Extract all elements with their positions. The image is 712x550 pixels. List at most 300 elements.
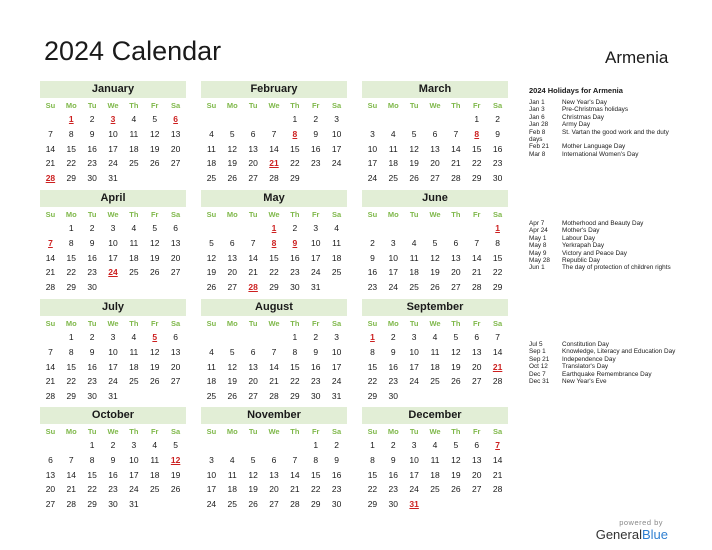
day-cell[interactable]: 4 — [432, 440, 438, 450]
day-cell[interactable]: 8 — [68, 128, 74, 139]
day-cell[interactable]: 25 — [388, 173, 399, 184]
day-cell[interactable]: 31 — [108, 391, 118, 402]
day-cell[interactable]: 7 — [453, 128, 459, 139]
day-cell[interactable]: 29 — [87, 499, 97, 510]
day-cell[interactable]: 29 — [310, 499, 321, 510]
day-cell[interactable]: 5 — [209, 237, 214, 248]
day-cell[interactable]: 22 — [492, 267, 503, 278]
day-cell[interactable]: 6 — [250, 128, 256, 139]
day-cell[interactable]: 27 — [471, 484, 482, 495]
day-cell[interactable]: 22 — [66, 376, 77, 387]
day-cell[interactable]: 14 — [471, 252, 482, 263]
day-cell[interactable]: 23 — [310, 158, 321, 169]
day-cell[interactable]: 11 — [430, 346, 440, 357]
day-cell[interactable]: 19 — [206, 267, 217, 278]
day-cell[interactable]: 20 — [45, 484, 56, 495]
day-cell[interactable]: 15 — [66, 361, 77, 372]
day-cell[interactable]: 30 — [388, 391, 399, 402]
day-cell[interactable]: 10 — [108, 128, 118, 139]
day-cell[interactable]: 7 — [68, 454, 74, 465]
day-cell[interactable]: 29 — [492, 282, 503, 293]
day-cell[interactable]: 26 — [170, 484, 181, 495]
holiday-day-cell[interactable]: 9 — [292, 237, 298, 248]
day-cell[interactable]: 2 — [110, 440, 116, 450]
day-cell[interactable]: 13 — [170, 237, 181, 248]
day-cell[interactable]: 6 — [453, 237, 459, 248]
day-cell[interactable]: 6 — [474, 332, 480, 342]
day-cell[interactable]: 10 — [409, 454, 419, 465]
day-cell[interactable]: 1 — [292, 332, 298, 342]
day-cell[interactable]: 25 — [206, 173, 217, 184]
day-cell[interactable]: 9 — [110, 454, 116, 465]
day-cell[interactable]: 9 — [334, 454, 339, 465]
day-cell[interactable]: 31 — [310, 282, 321, 293]
day-cell[interactable]: 10 — [367, 143, 378, 154]
day-cell[interactable]: 5 — [432, 237, 438, 248]
day-cell[interactable]: 10 — [108, 346, 118, 357]
day-cell[interactable]: 15 — [269, 252, 279, 263]
day-cell[interactable]: 20 — [170, 143, 181, 154]
day-cell[interactable]: 23 — [108, 484, 118, 495]
day-cell[interactable]: 9 — [89, 346, 95, 357]
day-cell[interactable]: 4 — [390, 128, 396, 139]
day-cell[interactable]: 11 — [150, 454, 160, 465]
day-cell[interactable]: 9 — [390, 346, 396, 357]
day-cell[interactable]: 27 — [269, 499, 279, 510]
holiday-day-cell[interactable]: 5 — [152, 332, 158, 342]
day-cell[interactable]: 17 — [108, 361, 118, 372]
day-cell[interactable]: 16 — [367, 267, 378, 278]
day-cell[interactable]: 19 — [409, 158, 419, 169]
holiday-day-cell[interactable]: 1 — [495, 223, 500, 233]
day-cell[interactable]: 12 — [430, 252, 440, 263]
day-cell[interactable]: 10 — [409, 346, 419, 357]
day-cell[interactable]: 3 — [334, 114, 339, 124]
day-cell[interactable]: 21 — [471, 267, 482, 278]
day-cell[interactable]: 22 — [269, 267, 279, 278]
day-cell[interactable]: 16 — [87, 252, 97, 263]
day-cell[interactable]: 20 — [471, 361, 482, 372]
day-cell[interactable]: 17 — [388, 267, 399, 278]
day-cell[interactable]: 15 — [367, 469, 378, 480]
day-cell[interactable]: 26 — [430, 282, 440, 293]
day-cell[interactable]: 11 — [227, 469, 237, 480]
day-cell[interactable]: 27 — [430, 173, 440, 184]
day-cell[interactable]: 1 — [370, 440, 375, 450]
day-cell[interactable]: 14 — [248, 252, 258, 263]
day-cell[interactable]: 3 — [209, 454, 214, 465]
day-cell[interactable]: 16 — [290, 252, 300, 263]
day-cell[interactable]: 22 — [290, 376, 300, 387]
day-cell[interactable]: 16 — [87, 361, 97, 372]
holiday-day-cell[interactable]: 31 — [409, 499, 419, 510]
day-cell[interactable]: 8 — [370, 454, 375, 465]
day-cell[interactable]: 9 — [313, 346, 319, 357]
day-cell[interactable]: 27 — [471, 376, 482, 387]
day-cell[interactable]: 4 — [152, 440, 158, 450]
day-cell[interactable]: 24 — [367, 173, 378, 184]
day-cell[interactable]: 20 — [170, 252, 181, 263]
day-cell[interactable]: 3 — [313, 223, 319, 233]
day-cell[interactable]: 22 — [66, 267, 77, 278]
day-cell[interactable]: 28 — [66, 499, 77, 510]
day-cell[interactable]: 26 — [227, 173, 238, 184]
day-cell[interactable]: 17 — [310, 252, 321, 263]
day-cell[interactable]: 26 — [206, 282, 217, 293]
day-cell[interactable]: 10 — [388, 252, 399, 263]
day-cell[interactable]: 20 — [269, 484, 279, 495]
day-cell[interactable]: 10 — [108, 237, 118, 248]
day-cell[interactable]: 18 — [409, 267, 419, 278]
day-cell[interactable]: 16 — [87, 143, 97, 154]
day-cell[interactable]: 20 — [170, 361, 181, 372]
day-cell[interactable]: 27 — [227, 282, 238, 293]
day-cell[interactable]: 23 — [492, 158, 503, 169]
day-cell[interactable]: 21 — [45, 267, 56, 278]
day-cell[interactable]: 5 — [453, 440, 459, 450]
day-cell[interactable]: 27 — [170, 376, 181, 387]
day-cell[interactable]: 29 — [66, 282, 77, 293]
day-cell[interactable]: 7 — [474, 237, 480, 248]
day-cell[interactable]: 16 — [331, 469, 342, 480]
day-cell[interactable]: 13 — [471, 346, 482, 357]
day-cell[interactable]: 17 — [206, 484, 217, 495]
day-cell[interactable]: 16 — [310, 143, 321, 154]
day-cell[interactable]: 16 — [388, 469, 399, 480]
day-cell[interactable]: 16 — [310, 361, 321, 372]
day-cell[interactable]: 9 — [89, 237, 95, 248]
day-cell[interactable]: 30 — [331, 499, 342, 510]
day-cell[interactable]: 24 — [409, 484, 419, 495]
day-cell[interactable]: 26 — [451, 484, 461, 495]
day-cell[interactable]: 29 — [367, 499, 378, 510]
day-cell[interactable]: 12 — [451, 346, 461, 357]
day-cell[interactable]: 11 — [430, 454, 440, 465]
holiday-day-cell[interactable]: 24 — [108, 267, 118, 278]
day-cell[interactable]: 3 — [334, 332, 339, 342]
day-cell[interactable]: 20 — [430, 158, 440, 169]
day-cell[interactable]: 12 — [409, 143, 419, 154]
day-cell[interactable]: 25 — [409, 282, 419, 293]
holiday-day-cell[interactable]: 6 — [173, 114, 178, 124]
day-cell[interactable]: 28 — [45, 282, 56, 293]
day-cell[interactable]: 7 — [271, 128, 277, 139]
day-cell[interactable]: 7 — [271, 346, 277, 357]
day-cell[interactable]: 18 — [206, 158, 217, 169]
day-cell[interactable]: 7 — [48, 128, 53, 139]
day-cell[interactable]: 4 — [131, 223, 137, 233]
day-cell[interactable]: 3 — [411, 332, 417, 342]
day-cell[interactable]: 25 — [227, 499, 238, 510]
day-cell[interactable]: 14 — [451, 143, 461, 154]
day-cell[interactable]: 13 — [170, 346, 181, 357]
day-cell[interactable]: 19 — [430, 267, 440, 278]
day-cell[interactable]: 31 — [331, 391, 342, 402]
day-cell[interactable]: 17 — [331, 143, 342, 154]
day-cell[interactable]: 4 — [229, 454, 235, 465]
day-cell[interactable]: 13 — [45, 469, 56, 480]
day-cell[interactable]: 24 — [108, 158, 118, 169]
day-cell[interactable]: 5 — [229, 128, 235, 139]
day-cell[interactable]: 9 — [495, 128, 500, 139]
day-cell[interactable]: 15 — [66, 143, 77, 154]
day-cell[interactable]: 30 — [108, 499, 118, 510]
day-cell[interactable]: 22 — [471, 158, 482, 169]
day-cell[interactable]: 6 — [173, 223, 178, 233]
day-cell[interactable]: 15 — [471, 143, 482, 154]
day-cell[interactable]: 30 — [87, 391, 97, 402]
day-cell[interactable]: 5 — [250, 454, 256, 465]
day-cell[interactable]: 20 — [451, 267, 461, 278]
day-cell[interactable]: 7 — [250, 237, 256, 248]
day-cell[interactable]: 4 — [131, 114, 137, 124]
day-cell[interactable]: 17 — [108, 143, 118, 154]
day-cell[interactable]: 15 — [290, 143, 300, 154]
day-cell[interactable]: 19 — [227, 376, 238, 387]
day-cell[interactable]: 30 — [87, 173, 97, 184]
day-cell[interactable]: 2 — [390, 440, 396, 450]
day-cell[interactable]: 11 — [207, 143, 216, 154]
day-cell[interactable]: 24 — [310, 267, 321, 278]
day-cell[interactable]: 19 — [227, 158, 238, 169]
day-cell[interactable]: 18 — [206, 376, 217, 387]
day-cell[interactable]: 18 — [227, 484, 238, 495]
day-cell[interactable]: 14 — [66, 469, 77, 480]
day-cell[interactable]: 20 — [248, 158, 258, 169]
day-cell[interactable]: 12 — [149, 237, 160, 248]
day-cell[interactable]: 23 — [367, 282, 378, 293]
day-cell[interactable]: 14 — [45, 361, 56, 372]
day-cell[interactable]: 23 — [87, 267, 97, 278]
day-cell[interactable]: 7 — [495, 332, 500, 342]
day-cell[interactable]: 2 — [313, 114, 319, 124]
day-cell[interactable]: 25 — [430, 484, 440, 495]
day-cell[interactable]: 18 — [430, 361, 440, 372]
day-cell[interactable]: 28 — [290, 499, 300, 510]
day-cell[interactable]: 1 — [474, 114, 480, 124]
day-cell[interactable]: 19 — [170, 469, 181, 480]
day-cell[interactable]: 4 — [131, 332, 137, 342]
day-cell[interactable]: 18 — [149, 469, 160, 480]
holiday-day-cell[interactable]: 1 — [370, 332, 375, 342]
day-cell[interactable]: 15 — [310, 469, 321, 480]
day-cell[interactable]: 16 — [388, 361, 399, 372]
day-cell[interactable]: 2 — [334, 440, 339, 450]
day-cell[interactable]: 26 — [149, 376, 160, 387]
day-cell[interactable]: 20 — [248, 376, 258, 387]
day-cell[interactable]: 2 — [390, 332, 396, 342]
day-cell[interactable]: 7 — [292, 454, 298, 465]
day-cell[interactable]: 13 — [248, 361, 258, 372]
day-cell[interactable]: 26 — [227, 391, 238, 402]
day-cell[interactable]: 15 — [87, 469, 97, 480]
day-cell[interactable]: 14 — [45, 143, 56, 154]
day-cell[interactable]: 27 — [248, 173, 258, 184]
day-cell[interactable]: 14 — [290, 469, 300, 480]
day-cell[interactable]: 30 — [388, 499, 399, 510]
day-cell[interactable]: 25 — [430, 376, 440, 387]
day-cell[interactable]: 10 — [331, 128, 342, 139]
day-cell[interactable]: 28 — [269, 391, 279, 402]
day-cell[interactable]: 1 — [68, 332, 74, 342]
day-cell[interactable]: 28 — [492, 484, 503, 495]
day-cell[interactable]: 12 — [149, 346, 160, 357]
day-cell[interactable]: 6 — [250, 346, 256, 357]
day-cell[interactable]: 11 — [409, 252, 419, 263]
day-cell[interactable]: 16 — [492, 143, 503, 154]
day-cell[interactable]: 2 — [89, 114, 95, 124]
day-cell[interactable]: 12 — [451, 454, 461, 465]
day-cell[interactable]: 22 — [310, 484, 321, 495]
day-cell[interactable]: 29 — [290, 173, 300, 184]
day-cell[interactable]: 24 — [331, 158, 342, 169]
day-cell[interactable]: 27 — [170, 158, 181, 169]
day-cell[interactable]: 5 — [453, 332, 459, 342]
day-cell[interactable]: 25 — [129, 267, 139, 278]
day-cell[interactable]: 2 — [292, 223, 298, 233]
day-cell[interactable]: 5 — [173, 440, 178, 450]
day-cell[interactable]: 15 — [66, 252, 77, 263]
day-cell[interactable]: 19 — [149, 143, 160, 154]
day-cell[interactable]: 8 — [313, 454, 319, 465]
day-cell[interactable]: 3 — [411, 440, 417, 450]
day-cell[interactable]: 23 — [87, 376, 97, 387]
day-cell[interactable]: 23 — [331, 484, 342, 495]
day-cell[interactable]: 15 — [492, 252, 503, 263]
day-cell[interactable]: 18 — [129, 252, 139, 263]
day-cell[interactable]: 8 — [68, 237, 74, 248]
day-cell[interactable]: 28 — [492, 376, 503, 387]
day-cell[interactable]: 28 — [45, 391, 56, 402]
day-cell[interactable]: 18 — [129, 143, 139, 154]
day-cell[interactable]: 27 — [170, 267, 181, 278]
holiday-day-cell[interactable]: 1 — [271, 223, 277, 233]
day-cell[interactable]: 26 — [409, 173, 419, 184]
day-cell[interactable]: 19 — [149, 252, 160, 263]
day-cell[interactable]: 29 — [269, 282, 279, 293]
day-cell[interactable]: 21 — [269, 376, 279, 387]
day-cell[interactable]: 12 — [149, 128, 160, 139]
day-cell[interactable]: 13 — [248, 143, 258, 154]
day-cell[interactable]: 10 — [310, 237, 321, 248]
day-cell[interactable]: 26 — [149, 158, 160, 169]
day-cell[interactable]: 28 — [269, 173, 279, 184]
day-cell[interactable]: 18 — [388, 158, 399, 169]
day-cell[interactable]: 23 — [388, 376, 399, 387]
day-cell[interactable]: 2 — [370, 237, 375, 248]
day-cell[interactable]: 3 — [110, 332, 116, 342]
day-cell[interactable]: 7 — [48, 346, 53, 357]
day-cell[interactable]: 21 — [451, 158, 461, 169]
day-cell[interactable]: 18 — [331, 252, 342, 263]
day-cell[interactable]: 23 — [310, 376, 321, 387]
day-cell[interactable]: 22 — [367, 376, 378, 387]
day-cell[interactable]: 6 — [271, 454, 277, 465]
holiday-day-cell[interactable]: 28 — [45, 173, 56, 184]
day-cell[interactable]: 20 — [471, 469, 482, 480]
day-cell[interactable]: 6 — [432, 128, 438, 139]
day-cell[interactable]: 17 — [409, 361, 419, 372]
day-cell[interactable]: 29 — [66, 391, 77, 402]
day-cell[interactable]: 10 — [129, 454, 139, 465]
day-cell[interactable]: 8 — [495, 237, 500, 248]
day-cell[interactable]: 5 — [152, 114, 158, 124]
day-cell[interactable]: 10 — [331, 346, 342, 357]
day-cell[interactable]: 9 — [370, 252, 375, 263]
day-cell[interactable]: 14 — [269, 143, 279, 154]
day-cell[interactable]: 19 — [149, 361, 160, 372]
day-cell[interactable]: 14 — [492, 346, 503, 357]
day-cell[interactable]: 3 — [390, 237, 396, 248]
day-cell[interactable]: 14 — [45, 252, 56, 263]
day-cell[interactable]: 22 — [66, 158, 77, 169]
day-cell[interactable]: 26 — [248, 499, 258, 510]
brand-logo[interactable] — [596, 527, 668, 542]
day-cell[interactable]: 11 — [129, 346, 139, 357]
day-cell[interactable]: 29 — [290, 391, 300, 402]
day-cell[interactable]: 8 — [370, 346, 375, 357]
day-cell[interactable]: 21 — [66, 484, 77, 495]
day-cell[interactable]: 5 — [152, 223, 158, 233]
holiday-day-cell[interactable]: 7 — [48, 237, 53, 248]
day-cell[interactable]: 23 — [87, 158, 97, 169]
day-cell[interactable]: 10 — [206, 469, 217, 480]
day-cell[interactable]: 17 — [409, 469, 419, 480]
holiday-day-cell[interactable]: 8 — [271, 237, 277, 248]
day-cell[interactable]: 18 — [430, 469, 440, 480]
day-cell[interactable]: 21 — [45, 158, 56, 169]
day-cell[interactable]: 25 — [129, 376, 139, 387]
day-cell[interactable]: 27 — [45, 499, 56, 510]
day-cell[interactable]: 4 — [334, 223, 339, 233]
day-cell[interactable]: 29 — [66, 173, 77, 184]
day-cell[interactable]: 2 — [89, 332, 95, 342]
day-cell[interactable]: 22 — [87, 484, 97, 495]
day-cell[interactable]: 2 — [495, 114, 500, 124]
day-cell[interactable]: 1 — [313, 440, 319, 450]
day-cell[interactable]: 9 — [89, 128, 95, 139]
day-cell[interactable]: 4 — [209, 128, 214, 139]
day-cell[interactable]: 25 — [149, 484, 160, 495]
day-cell[interactable]: 8 — [89, 454, 95, 465]
holiday-day-cell[interactable]: 8 — [292, 128, 298, 139]
day-cell[interactable]: 11 — [129, 128, 139, 139]
holiday-day-cell[interactable]: 1 — [68, 114, 74, 124]
day-cell[interactable]: 24 — [129, 484, 139, 495]
day-cell[interactable]: 24 — [409, 376, 419, 387]
day-cell[interactable]: 24 — [206, 499, 217, 510]
day-cell[interactable]: 20 — [227, 267, 238, 278]
day-cell[interactable]: 14 — [492, 454, 503, 465]
day-cell[interactable]: 21 — [248, 267, 258, 278]
day-cell[interactable]: 22 — [290, 158, 300, 169]
day-cell[interactable]: 24 — [331, 376, 342, 387]
day-cell[interactable]: 13 — [227, 252, 238, 263]
holiday-day-cell[interactable]: 12 — [170, 454, 181, 465]
day-cell[interactable]: 13 — [471, 454, 482, 465]
day-cell[interactable]: 27 — [451, 282, 461, 293]
day-cell[interactable]: 12 — [248, 469, 258, 480]
day-cell[interactable]: 17 — [367, 158, 378, 169]
day-cell[interactable]: 8 — [292, 346, 298, 357]
day-cell[interactable]: 4 — [432, 332, 438, 342]
day-cell[interactable]: 3 — [110, 223, 116, 233]
day-cell[interactable]: 1 — [68, 223, 74, 233]
day-cell[interactable]: 11 — [207, 361, 216, 372]
holiday-day-cell[interactable]: 28 — [248, 282, 258, 293]
day-cell[interactable]: 28 — [451, 173, 461, 184]
day-cell[interactable]: 24 — [388, 282, 399, 293]
